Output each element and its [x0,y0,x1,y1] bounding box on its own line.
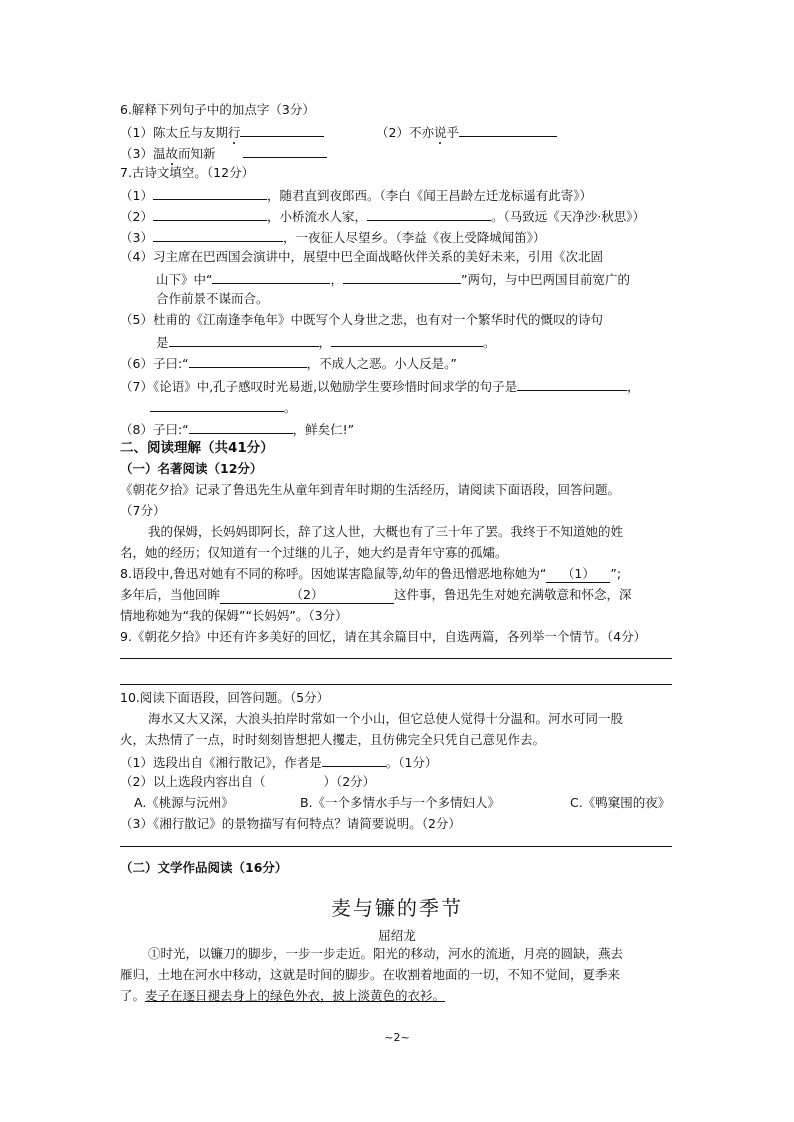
q7-l2-num: （2） [120,209,153,224]
q6-item-2-blank[interactable] [459,123,557,137]
q7-line-5b [156,333,496,351]
q10-answer-line[interactable] [120,846,672,847]
q7-l3-blank[interactable] [153,228,283,242]
q7-line-4a: （4）习主席在巴西国会演讲中，展望中巴全面战略伙伴关系的美好未来，引用《次北固 [120,249,603,264]
q10-heading: 10.阅读下面语段，回答问题。（5分） [120,690,330,705]
q6-heading: 6.解释下列句子中的加点字（3分） [120,102,315,117]
q6-item-3-dotted-char: 故 [165,146,178,161]
q6-item-3 [120,144,327,162]
q9-answer-line-2[interactable] [120,684,672,685]
subsection-2-heading: （二）文学作品阅读（16分） [120,860,288,875]
q7-l7-text: （7）《论语》中,孔子感叹时光易逝,以勉励学生要珍惜时间求学的句子是 [120,379,518,394]
intro-line-1: 《朝花夕拾》记录了鲁迅先生从童年到青年时期的生活经历，请阅读下面语段，回答问题。 [120,482,621,497]
q6-item-1 [120,123,324,141]
q7-line-6 [120,354,457,372]
q10-sub-1-blank[interactable] [322,753,386,767]
q9-question: 9.《朝花夕拾》中还有许多美好的回忆，请在其余篇目中，自选两篇，各列举一个情节。（4分） [120,629,647,644]
q7-heading: 7.古诗文填空。（12分） [120,165,255,180]
q7-l1-blank[interactable] [153,186,267,200]
article-author: 屈绍龙 [378,928,416,943]
q6-item-3-text: （3）温 [120,146,166,161]
q7-l2-blank-1[interactable] [153,207,267,221]
q10-sub-1-end: 。（1分） [385,755,438,770]
q7-l8-text-end: ，鲜矣仁!” [292,422,355,437]
q6-item-1-text: （1）陈太丘与友期 [120,125,228,140]
q10-passage-line-1: 海水又大又深，大浪头拍岸时常如一个小山，但它总使人觉得十分温和。河水可同一股 [148,711,624,726]
q8-blank-2[interactable]: （2） [220,587,394,604]
q7-l4-comma: ， [330,272,343,287]
q7-line-2 [120,207,645,225]
q7-l8-text: （8）子曰:“ [120,422,189,437]
intro-line-2: （7分） [120,503,166,518]
q10-sub-2-end: ）（2分） [323,774,376,789]
q7-l1-text: ，随君直到夜郎西。（李白《闻王昌龄左迁龙标遥有此寄》） [266,188,592,203]
q6-item-2-text-end: 乎 [446,125,459,140]
q8-line-2-text-end: 这件事，鲁迅先生对她充满敬意和怀念，深 [394,587,632,602]
q7-line-8 [120,420,354,438]
q7-l7-comma: ， [627,379,640,394]
option-c: C.《鸭窠围的夜》 [570,795,671,810]
article-underlined-sentence: 麦子在逐日褪去身上的绿色外衣，披上淡黄色的衣衫。 [145,988,446,1003]
q7-line-7a [120,377,640,395]
q6-item-3-blank[interactable] [243,144,327,158]
section-2-heading: 二、阅读理解（共41分） [120,440,274,456]
q7-line-3 [120,228,545,246]
q7-l2-blank-2[interactable] [367,207,491,221]
article-line-3 [120,988,445,1004]
article-line-1: ①时光，以镰刀的脚步，一步一步走近。阳光的移动，河水的流逝，月亮的圆缺，燕去 [148,946,624,961]
q7-l5-text: 是 [156,335,169,350]
q7-l4-text: 山下》中“ [156,272,213,287]
q10-sub-3: （3）《湘行散记》的景物描写有何特点？请简要说明。（2分） [120,816,461,831]
q8-line-2 [120,587,632,604]
q7-line-7b [150,398,297,416]
q6-item-3-text-end: 而知新 [177,146,216,161]
q6-item-1-dotted-char: 行 [227,125,241,140]
q7-line-5a: （5）杜甫的《江南逢李龟年》中既写个人身世之悲，也有对一个繁华时代的慨叹的诗句 [120,312,603,327]
q7-l5-blank-2[interactable] [331,333,483,347]
subsection-1-heading: （一）名著阅读（12分） [120,461,263,476]
q7-l7-blank-2[interactable] [150,398,284,412]
q7-l6-text-end: ，不成人之恶。小人反是。” [306,356,457,371]
q8-line-2-text: 多年后，当他回眸 [120,587,221,602]
q10-sub-2 [120,774,375,790]
q10-sub-2-text: （2）以上选段内容出自（ [120,774,266,789]
q8-line-3: 情地称她为“我的保姆”“长妈妈”。（3分） [120,608,348,623]
q6-item-2-dotted-char: 说 [433,125,447,140]
q7-l8-blank[interactable] [189,420,293,434]
q7-line-4c: 合作前景不谋而合。 [156,291,269,306]
article-line-2: 雁归，土地在河水中移动，这就是时间的脚步。在收割着地面的一切，不知不觉间，夏季来 [120,967,621,982]
q8-text-end: ”; [610,566,622,581]
option-b: B.《一个多情水手与一个多情妇人》 [300,795,501,810]
q10-passage-line-2: 火，太热情了一点，时时刻刻皆想把人攫走，且仿佛完全只凭自己意见作去。 [120,732,546,747]
q7-l5-blank-1[interactable] [169,333,319,347]
q7-l2-text-end: 。（马致远《天净沙·秋思》） [490,209,645,224]
q8-blank-1[interactable]: （1） [546,566,610,583]
page-number: ~2~ [384,1031,410,1044]
q7-l6-text: （6）子曰:“ [120,356,189,371]
passage-1-line-2: 名，她的经历；仅知道有一个过继的儿子，她大约是青年守寡的孤孀。 [120,545,508,560]
q7-l6-blank[interactable] [189,354,307,368]
q10-sub-1-text: （1）选段出自《湘行散记》，作者是 [120,755,322,770]
q6-item-2 [376,123,557,141]
q8-line-1 [120,566,621,583]
option-a: A.《桃源与沅州》 [134,795,234,810]
q10-sub-1 [120,753,437,771]
q6-item-1-blank[interactable] [240,123,324,137]
q9-answer-line-1[interactable] [120,658,672,659]
q7-l7-end: 。 [284,400,297,415]
q7-l2-text: ，小桥流水人家， [266,209,367,224]
q7-line-1 [120,186,592,204]
article-line-3-text: 了。 [120,988,146,1003]
q7-l7-blank-1[interactable] [517,377,627,391]
q7-l5-end: 。 [483,335,496,350]
q7-l1-num: （1） [120,188,153,203]
q7-l4-blank-1[interactable] [212,270,330,284]
article-title: 麦与镰的季节 [331,896,463,920]
q7-l5-comma: ， [318,335,332,350]
q7-l3-num: （3） [120,230,153,245]
q7-l3-text: ，一夜征人尽望乡。（李益《夜上受降城闻笛》） [282,230,546,245]
q7-l4-blank-2[interactable] [343,270,461,284]
q7-l4-text-end: ”两句，与中巴两国目前宽广的 [461,272,630,287]
q6-item-2-text: （2）不亦 [376,125,434,140]
passage-1-line-1: 我的保姆，长妈妈即阿长，辞了这人世，大概也有了三十年了罢。我终于不知道她的姓 [148,524,624,539]
q7-line-4b [156,270,630,288]
q8-text: 8.语段中,鲁迅对她有不同的称呼。因她谋害隐鼠等,幼年的鲁迅憎恶地称她为“ [120,566,547,581]
